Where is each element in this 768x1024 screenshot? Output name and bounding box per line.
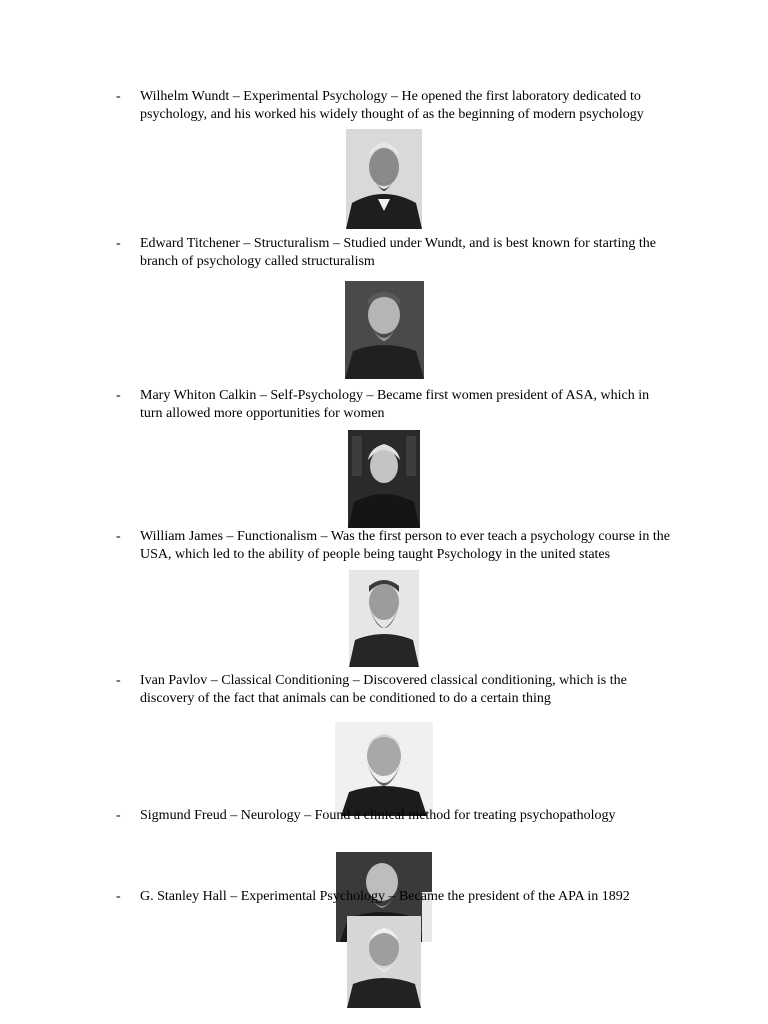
entry-text: Wilhelm Wundt – Experimental Psychology – He opened the first laboratory dedicated to psychology, and his worked his widely thought of as the beginning of modern psychology: [140, 89, 644, 122]
bullet-dash: -: [116, 808, 121, 823]
portrait-wundt: [346, 129, 422, 229]
portrait-pavlov: [335, 722, 433, 816]
entry-text: Mary Whiton Calkin – Self-Psychology – Became first women president of ASA, which in turn allowed more opportunities for women: [140, 388, 650, 421]
bullet-dash: -: [116, 529, 121, 544]
portrait-james: [349, 570, 419, 667]
portrait-hall: [347, 916, 421, 1008]
entry-text: Ivan Pavlov – Classical Conditioning – Discovered classical conditioning, which is the discovery of the fact that animals can be conditioned to do a certain thing: [140, 673, 627, 706]
bullet-dash: -: [116, 388, 121, 403]
bullet-dash: -: [116, 889, 121, 904]
bullet-dash: -: [116, 673, 121, 688]
bullet-dash: -: [116, 89, 121, 104]
entry-text: G. Stanley Hall – Experimental Psychology – Became the president of the APA in 1892: [140, 889, 630, 904]
entry-text: Edward Titchener – Structuralism – Studied under Wundt, and is best known for starting the branch of psychology called structuralism: [140, 236, 656, 269]
portrait-calkin: [348, 430, 420, 528]
entry-text: William James – Functionalism – Was the first person to ever teach a psychology course in the USA, which led to the ability of people being taught Psychology in the united states: [140, 529, 670, 562]
portrait-titchener: [345, 281, 424, 379]
bullet-dash: -: [116, 236, 121, 251]
entry-text: Sigmund Freud – Neurology – Found a clinical method for treating psychopathology: [140, 808, 616, 823]
